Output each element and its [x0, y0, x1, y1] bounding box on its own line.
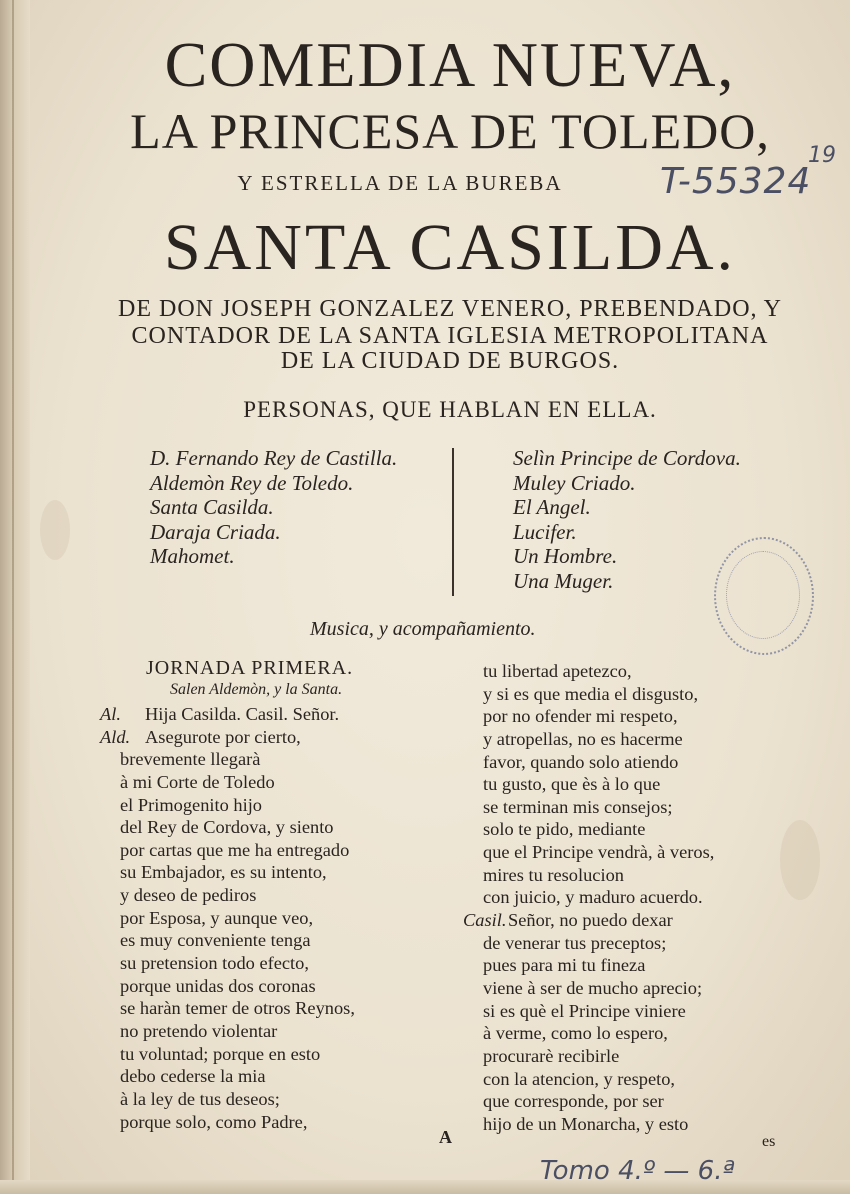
paper-stain — [780, 820, 820, 900]
title-line-2: LA PRINCESA DE TOLEDO, — [130, 103, 770, 159]
verse-text: que corresponde, por ser — [483, 1091, 664, 1112]
verse-text: viene à ser de mucho aprecio; — [483, 977, 703, 998]
cast-member: Lucifer. — [513, 519, 577, 544]
verse-text: Señor, no puedo dexar — [508, 910, 673, 931]
verse-text: solo te pido, mediante — [483, 819, 646, 840]
verse-text: tu gusto, que ès à lo que — [483, 774, 661, 795]
cast-member: Selìn Principe de Cordova. — [513, 446, 741, 470]
verse-text: à mi Corte de Toledo — [120, 771, 275, 792]
verse-text: mires tu resolucion — [483, 864, 624, 885]
personas-heading: PERSONAS, QUE HABLAN EN ELLA. — [243, 397, 657, 422]
library-stamp — [714, 537, 814, 655]
verse-text: se haràn temer de otros Reynos, — [120, 998, 355, 1019]
title-line-3: Y ESTRELLA DE LA BUREBA — [237, 171, 563, 195]
handwritten-corner-number: 19 — [808, 143, 836, 168]
verse-text: por Esposa, y aunque veo, — [120, 907, 314, 928]
musica-line: Musica, y acompañamiento. — [310, 618, 536, 640]
verse-text: Hija Casilda. Casil. Señor. — [145, 704, 340, 724]
verse-text: pues para mi tu fineza — [483, 955, 646, 976]
act-heading: JORNADA PRIMERA. — [146, 657, 354, 679]
author-line-2: CONTADOR DE LA SANTA IGLESIA METROPOLITANA — [131, 323, 769, 349]
verse-text: à la ley de tus deseos; — [120, 1088, 280, 1109]
verse-text: es muy conveniente tenga — [120, 930, 311, 951]
verse-text: que el Principe vendrà, à veros, — [483, 842, 715, 863]
verse-text: no pretendo violentar — [120, 1020, 278, 1041]
verse-text: tu libertad apetezco, — [483, 661, 632, 681]
verse-text: y si es que media el disgusto, — [483, 683, 699, 704]
speaker-tag: Al. — [100, 704, 121, 724]
verse-text: porque unidas dos coronas — [120, 975, 316, 996]
catchword: es — [762, 1133, 776, 1150]
speaker-tag: Ald. — [100, 726, 131, 747]
verse-text: su pretension todo efecto, — [120, 953, 309, 974]
verse-text: por no ofender mi respeto, — [483, 706, 678, 727]
verse-text: debo cederse la mia — [120, 1066, 266, 1087]
verse-text: hijo de un Monarcha, y esto — [483, 1113, 689, 1134]
stage-direction: Salen Aldemòn, y la Santa. — [170, 681, 343, 698]
verse-text: con juicio, y maduro acuerdo. — [483, 887, 703, 908]
handwritten-call-number: T-55324 — [660, 161, 812, 202]
cast-list-right — [513, 446, 741, 593]
verse-text: tu voluntad; porque en esto — [120, 1043, 321, 1064]
verse-text: si es què el Principe viniere — [483, 1000, 686, 1021]
signature-mark: A — [439, 1127, 452, 1147]
verse-text: porque solo, como Padre, — [120, 1111, 308, 1132]
author-line-3: DE LA CIUDAD DE BURGOS. — [280, 348, 620, 374]
title-line-4: SANTA CASILDA. — [163, 211, 737, 284]
verse-text: el Primogenito hijo — [120, 794, 263, 815]
binding-edge — [0, 0, 30, 1194]
verse-text: del Rey de Cordova, y siento — [120, 817, 334, 838]
author-line-1: DE DON JOSEPH GONZALEZ VENERO, PREBENDADO, Y — [118, 296, 782, 322]
cast-member: Santa Casilda. — [150, 495, 274, 519]
verse-text: su Embajador, es su intento, — [120, 862, 327, 883]
speaker-tag: Casil. — [463, 910, 507, 931]
verse-text: con la atencion, y respeto, — [483, 1068, 676, 1089]
verse-text: favor, quando solo atiendo — [483, 751, 679, 772]
verse-text: por cartas que me ha entregado — [120, 839, 350, 860]
verse-text: procurarè recibirle — [483, 1045, 620, 1066]
cast-member: Mahomet. — [150, 544, 235, 568]
verse-text: Asegurote por cierto, — [145, 726, 301, 747]
handwritten-volume-note: Tomo 4.º — 6.ª — [540, 1156, 735, 1186]
binding-line — [12, 0, 14, 1194]
verse-text: brevemente llegarà — [120, 749, 261, 770]
verse-text: y deseo de pediros — [120, 885, 257, 906]
cast-divider — [452, 448, 454, 596]
cast-member: Daraja Criada. — [150, 519, 281, 544]
cast-member: Aldemòn Rey de Toledo. — [150, 470, 354, 495]
cast-member: El Angel. — [513, 495, 591, 519]
verse-text: y atropellas, no es hacerme — [483, 728, 683, 749]
verse-text: se terminan mis consejos; — [483, 796, 673, 817]
cast-list-left — [150, 446, 397, 569]
verse-text: de venerar tus preceptos; — [483, 932, 667, 953]
verse-text: à verme, como lo espero, — [483, 1023, 668, 1044]
cast-member: Muley Criado. — [513, 470, 636, 495]
title-line-1: COMEDIA NUEVA, — [164, 29, 736, 100]
paper-stain — [40, 500, 70, 560]
cast-member: D. Fernando Rey de Castilla. — [150, 446, 398, 470]
cast-member: Un Hombre. — [513, 544, 618, 568]
cast-member: Una Muger. — [513, 568, 614, 593]
